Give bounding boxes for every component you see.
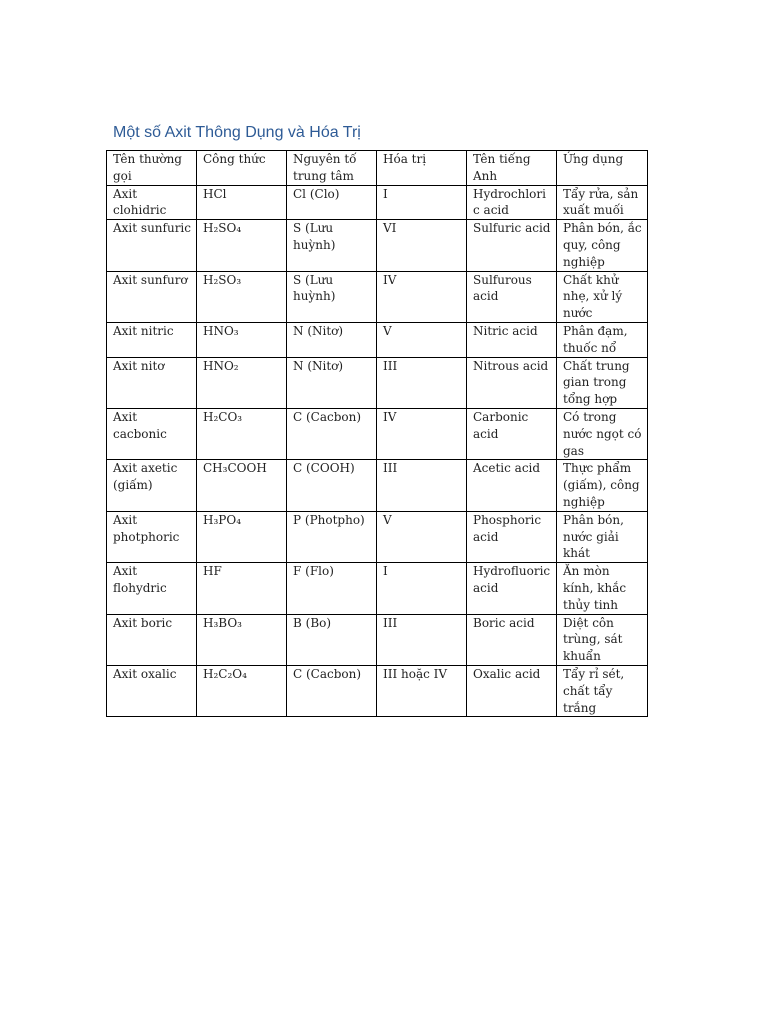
cell-application: Ăn mòn kính, khắc thủy tinh bbox=[557, 563, 648, 614]
cell-valence: III bbox=[377, 357, 467, 408]
cell-formula: H₂C₂O₄ bbox=[197, 665, 287, 716]
cell-central-element: B (Bo) bbox=[287, 614, 377, 665]
cell-application: Chất trung gian trong tổng hợp bbox=[557, 357, 648, 408]
cell-formula: H₂SO₃ bbox=[197, 271, 287, 322]
table-row bbox=[107, 460, 648, 511]
cell-common-name: Axit boric bbox=[107, 614, 197, 665]
header-application: Ứng dụng bbox=[557, 151, 648, 186]
cell-application: Có trong nước ngọt có gas bbox=[557, 408, 648, 459]
cell-formula: H₃PO₄ bbox=[197, 511, 287, 562]
cell-common-name: Axit flohydric bbox=[107, 563, 197, 614]
table-row bbox=[107, 408, 648, 459]
cell-valence: VI bbox=[377, 220, 467, 271]
table-row bbox=[107, 357, 648, 408]
table-row bbox=[107, 271, 648, 322]
table-row bbox=[107, 322, 648, 357]
cell-formula: H₂CO₃ bbox=[197, 408, 287, 459]
cell-central-element: S (Lưu huỳnh) bbox=[287, 220, 377, 271]
cell-valence: III bbox=[377, 614, 467, 665]
cell-english-name: Acetic acid bbox=[467, 460, 557, 511]
cell-application: Phân bón, nước giải khát bbox=[557, 511, 648, 562]
cell-valence: III bbox=[377, 460, 467, 511]
table-row bbox=[107, 185, 648, 220]
cell-common-name: Axit cacbonic bbox=[107, 408, 197, 459]
cell-central-element: S (Lưu huỳnh) bbox=[287, 271, 377, 322]
header-central-element: Nguyên tố trung tâm bbox=[287, 151, 377, 186]
cell-common-name: Axit sunfuric bbox=[107, 220, 197, 271]
cell-english-name: Nitrous acid bbox=[467, 357, 557, 408]
cell-valence: V bbox=[377, 511, 467, 562]
cell-valence: I bbox=[377, 185, 467, 220]
cell-central-element: C (Cacbon) bbox=[287, 408, 377, 459]
cell-application: Chất khử nhẹ, xử lý nước bbox=[557, 271, 648, 322]
cell-application: Diệt côn trùng, sát khuẩn bbox=[557, 614, 648, 665]
acid-table bbox=[106, 150, 648, 717]
cell-central-element: N (Nitơ) bbox=[287, 322, 377, 357]
cell-common-name: Axit clohidric bbox=[107, 185, 197, 220]
cell-formula: HCl bbox=[197, 185, 287, 220]
cell-english-name: Oxalic acid bbox=[467, 665, 557, 716]
cell-application: Phân bón, ắc quy, công nghiệp bbox=[557, 220, 648, 271]
cell-central-element: P (Photpho) bbox=[287, 511, 377, 562]
table-row bbox=[107, 511, 648, 562]
cell-formula: H₃BO₃ bbox=[197, 614, 287, 665]
cell-common-name: Axit oxalic bbox=[107, 665, 197, 716]
cell-application: Phân đạm, thuốc nổ bbox=[557, 322, 648, 357]
cell-application: Tẩy rửa, sản xuất muối bbox=[557, 185, 648, 220]
cell-common-name: Axit nitric bbox=[107, 322, 197, 357]
cell-formula: H₂SO₄ bbox=[197, 220, 287, 271]
cell-english-name: Carbonic acid bbox=[467, 408, 557, 459]
header-common-name: Tên thường gọi bbox=[107, 151, 197, 186]
cell-common-name: Axit nitơ bbox=[107, 357, 197, 408]
cell-english-name: Boric acid bbox=[467, 614, 557, 665]
cell-valence: III hoặc IV bbox=[377, 665, 467, 716]
cell-valence: I bbox=[377, 563, 467, 614]
cell-formula: HNO₂ bbox=[197, 357, 287, 408]
cell-central-element: F (Flo) bbox=[287, 563, 377, 614]
cell-english-name: Sulfuric acid bbox=[467, 220, 557, 271]
cell-central-element: C (Cacbon) bbox=[287, 665, 377, 716]
table-header-row bbox=[107, 151, 648, 186]
cell-application: Tẩy rỉ sét, chất tẩy trắng bbox=[557, 665, 648, 716]
header-formula: Công thức bbox=[197, 151, 287, 186]
document-title: Một số Axit Thông Dụng và Hóa Trị bbox=[113, 124, 361, 141]
table-row bbox=[107, 563, 648, 614]
header-valence: Hóa trị bbox=[377, 151, 467, 186]
cell-english-name: Hydrofluoric acid bbox=[467, 563, 557, 614]
cell-central-element: C (COOH) bbox=[287, 460, 377, 511]
cell-common-name: Axit sunfurơ bbox=[107, 271, 197, 322]
cell-formula: HF bbox=[197, 563, 287, 614]
cell-english-name: Sulfurous acid bbox=[467, 271, 557, 322]
cell-common-name: Axit photphoric bbox=[107, 511, 197, 562]
cell-english-name: Nitric acid bbox=[467, 322, 557, 357]
cell-application: Thực phẩm (giấm), công nghiệp bbox=[557, 460, 648, 511]
cell-formula: HNO₃ bbox=[197, 322, 287, 357]
cell-english-name: Phosphoric acid bbox=[467, 511, 557, 562]
cell-english-name: Hydrochloric acid bbox=[467, 185, 557, 220]
cell-valence: IV bbox=[377, 271, 467, 322]
cell-formula: CH₃COOH bbox=[197, 460, 287, 511]
table-row bbox=[107, 220, 648, 271]
cell-valence: IV bbox=[377, 408, 467, 459]
table-row bbox=[107, 665, 648, 716]
cell-valence: V bbox=[377, 322, 467, 357]
cell-central-element: Cl (Clo) bbox=[287, 185, 377, 220]
table-row bbox=[107, 614, 648, 665]
cell-central-element: N (Nitơ) bbox=[287, 357, 377, 408]
cell-common-name: Axit axetic (giấm) bbox=[107, 460, 197, 511]
header-english-name: Tên tiếng Anh bbox=[467, 151, 557, 186]
